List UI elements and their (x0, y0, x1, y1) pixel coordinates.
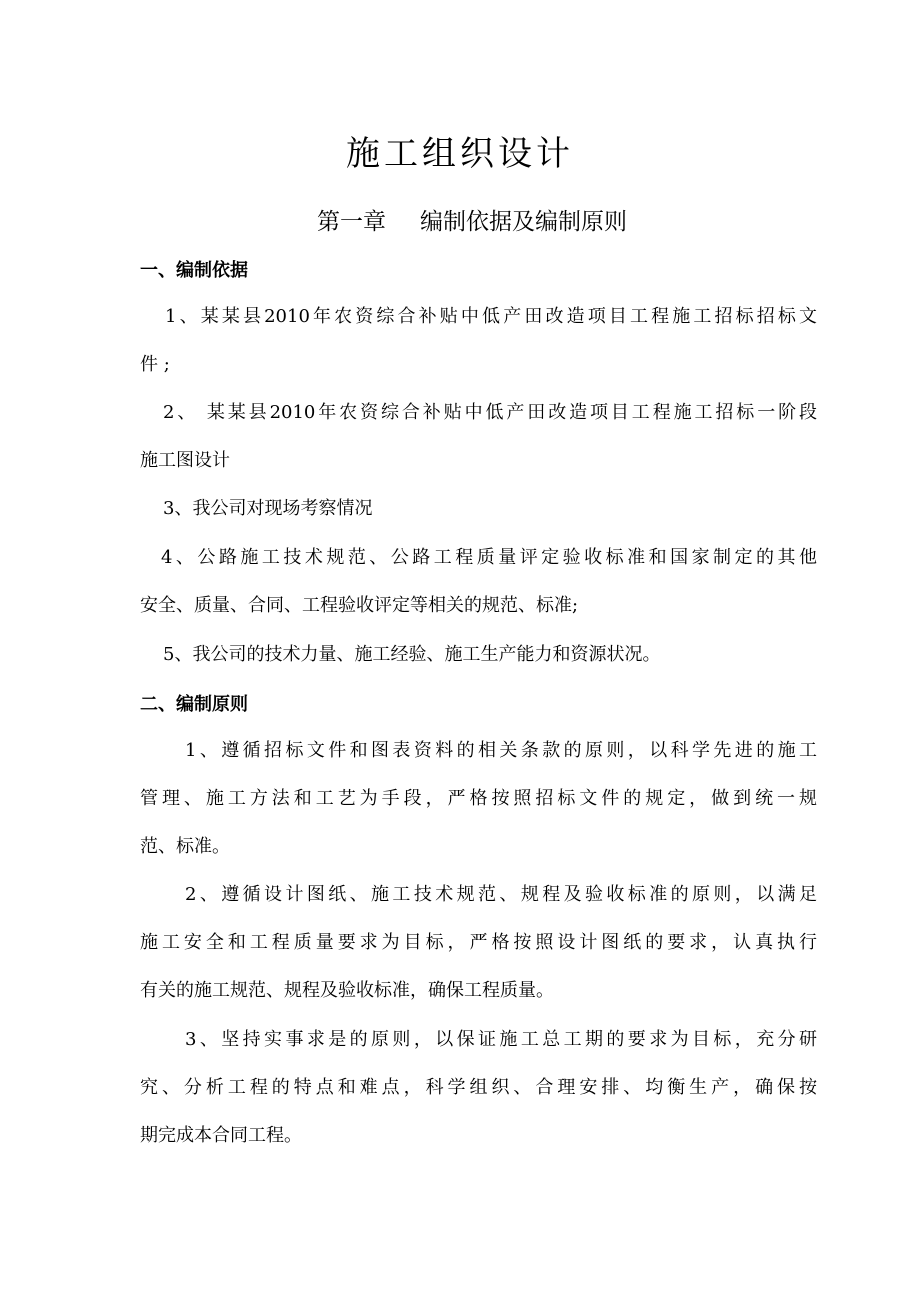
paragraph-line: 2、遵循设计图纸、施工技术规范、规程及验收标准的原则，以满足 (185, 884, 817, 905)
paragraph-line: 3、坚持实事求是的原则，以保证施工总工期的要求为目标，充分研 (185, 1029, 817, 1050)
section-heading-principles: 二、编制原则 (140, 694, 248, 715)
paragraph-line: 范、标准。 (140, 836, 230, 857)
document-title: 施工组织设计 (346, 134, 574, 174)
paragraph-line: 施工安全和工程质量要求为目标，严格按照设计图纸的要求，认真执行 (140, 932, 817, 953)
paragraph-line: 期完成本合同工程。 (140, 1125, 302, 1146)
chapter-number: 第一章 (317, 209, 386, 235)
paragraph-line: 件 ; (140, 354, 170, 375)
paragraph-line: 2、 某某县2010年农资综合补贴中低产田改造项目工程施工招标一阶段 (163, 402, 817, 423)
paragraph-line: 1、某某县2010年农资综合补贴中低产田改造项目工程施工招标招标文 (165, 306, 817, 327)
paragraph-line: 3、我公司对现场考察情况 (163, 498, 373, 519)
paragraph-line: 施工图设计 (140, 450, 230, 471)
paragraph-line: 4、公路施工技术规范、公路工程质量评定验收标准和国家制定的其他 (161, 547, 817, 568)
paragraph-line: 管理、施工方法和工艺为手段，严格按照招标文件的规定，做到统一规 (140, 788, 817, 809)
paragraph-line: 有关的施工规范、规程及验收标准，确保工程质量。 (140, 980, 554, 1001)
paragraph-line: 1、遵循招标文件和图表资料的相关条款的原则，以科学先进的施工 (185, 740, 817, 761)
paragraph-line: 5、我公司的技术力量、施工经验、施工生产能力和资源状况。 (163, 644, 661, 665)
paragraph-line: 究、分析工程的特点和难点，科学组织、合理安排、均衡生产，确保按 (140, 1077, 817, 1098)
section-heading-basis: 一、编制依据 (140, 260, 248, 281)
paragraph-line: 安全、质量、合同、工程验收评定等相关的规范、标准; (140, 595, 579, 616)
chapter-name: 编制依据及编制原则 (420, 209, 627, 235)
chapter-heading (0, 203, 920, 236)
